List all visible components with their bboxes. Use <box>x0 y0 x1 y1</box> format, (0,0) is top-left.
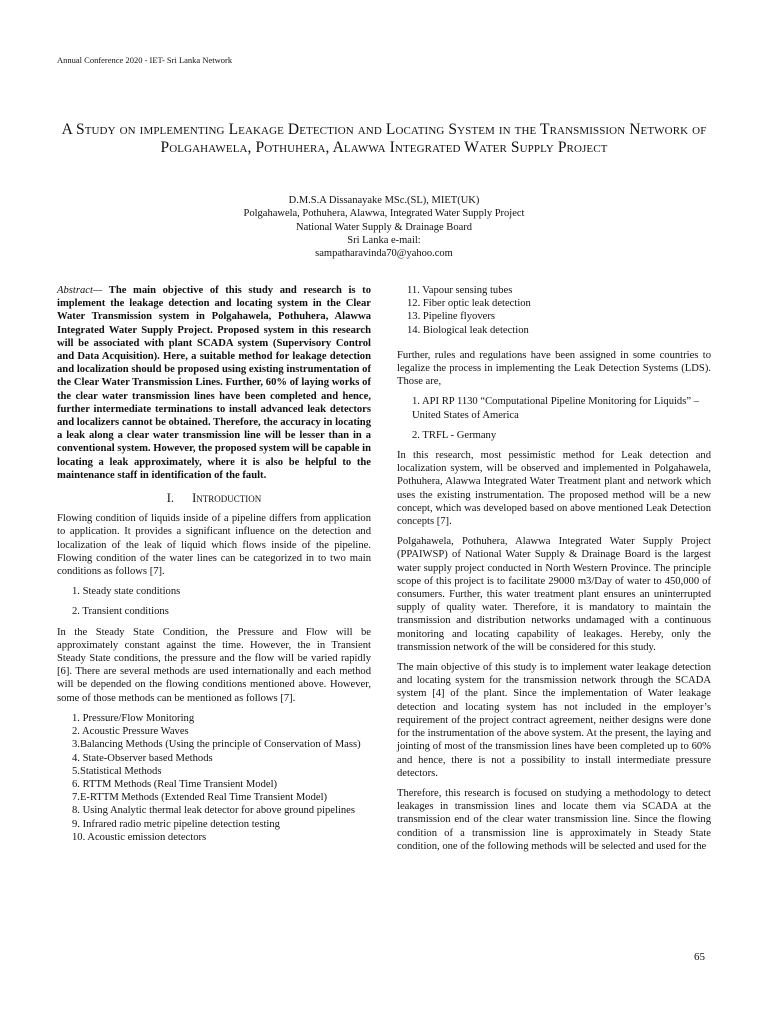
list-item-text: 3.Balancing Methods (Using the principle of Conservation of Mass) <box>72 739 361 751</box>
author-country-email-label: Sri Lanka e-mail: <box>347 234 421 246</box>
list-item: 14. Biological leak detection <box>407 324 529 336</box>
section-number: I. <box>166 491 175 506</box>
section-title: Introduction <box>192 491 262 506</box>
author-name: D.M.S.A Dissanayake MSc.(SL), MIET(UK) <box>288 195 480 206</box>
paper-title: A Study on implementing Leakage Detection and Locating System in the Transmission Network of Polgahawela, Pothuhera, Alawwa Integrated Water Supply Project <box>61 121 707 156</box>
list-item: 1. API RP 1130 “Computational Pipeline Monitoring for Liquids” – United States of America <box>412 396 699 421</box>
abstract <box>57 284 371 482</box>
body-paragraph-focus: Therefore, this research is focused on studying a methodology to detect leakages in transmission lines and locate them via SCADA at the transmission end of the clear water transmission line. Since the flowing condition of a transmission line is approximately in Steady State condition, one of the following methods will be selected and used for the <box>397 787 711 852</box>
rules-list <box>397 395 711 442</box>
list-item: 5.Statistical Methods <box>72 765 162 777</box>
list-item: 13. Pipeline flyovers <box>407 311 495 323</box>
list-item: 4. State-Observer based Methods <box>72 752 213 764</box>
page-number: 65 <box>694 951 705 963</box>
methods-list-continued <box>397 284 711 337</box>
list-item <box>72 738 371 751</box>
list-item: 7.E-RTTM Methods (Extended Real Time Transient Model) <box>72 792 328 804</box>
intro-paragraph-2: In the Steady State Condition, the Pressure and Flow will be approximately constant against the time. However, the in Transient Steady State conditions, the pressure and the flow will be varied rapidly [6]. There are several methods are used internationally and each method will be depended on the flowing conditions mentioned above. However, some of those methods can be mentioned as follows [7]. <box>57 626 371 704</box>
list-item: 10. Acoustic emission detectors <box>72 831 207 843</box>
list-item: 2. Acoustic Pressure Waves <box>72 726 189 738</box>
body-paragraph-project: Polgahawela, Pothuhera, Alawwa Integrated Water Supply Project (PPAIWSP) of National Water Supply & Drainage Board is the largest water supply project conducted in North Western Province. The principle scope of this project is to facilitate 29000 m3/Day of water to 450,000 of consumers. Further, this water treatment plant ensures an uninterrupted supply of quality water. Therefore, it is mandatory to maintain the transmission and distribution networks undamaged with a continuous monitoring and locating capability of leakages. Hereby, only the transmission network of the will be considered for this study. <box>397 536 711 653</box>
intro-paragraph-1: Flowing condition of liquids inside of a pipeline differs from application to application. It provides a significant influence on the detection and localization of the leak of liquid which flows inside of the pipeline. Flowing condition of the water lines can be categorized in to two main conditions as follows [7]. <box>57 513 371 578</box>
list-item: 9. Infrared radio metric pipeline detection testing <box>72 818 280 830</box>
author-organization: National Water Supply & Drainage Board <box>296 221 472 233</box>
flow-conditions-list <box>57 585 371 618</box>
list-item: 11. Vapour sensing tubes <box>407 285 513 296</box>
author-block <box>180 194 588 260</box>
list-item: 2. TRFL - Germany <box>412 429 497 441</box>
running-header: Annual Conference 2020 - IET- Sri Lanka Network <box>57 55 233 65</box>
body-paragraph-research: In this research, most pessimistic method for Leak detection and localization system, will be observed and implemented in Polgahawela, Pothuhera, Alawwa Integrated Water Treatment plant and network which uses the existing instrumentation. The proposed method will be a new concept, which was developed based on above mentioned Leak Detection concepts [7]. <box>397 450 711 528</box>
methods-list <box>57 712 371 844</box>
rules-paragraph: Further, rules and regulations have been assigned in some countries to legalize the process in implementing the Leak Detection Systems (LDS). Those are, <box>397 349 711 388</box>
author-affiliation: Polgahawela, Pothuhera, Alawwa, Integrated Water Supply Project <box>243 208 525 220</box>
author-email: sampatharavinda70@yahoo.com <box>315 248 453 260</box>
list-item: 1. Steady state conditions <box>72 586 181 598</box>
section-heading-introduction <box>57 492 371 505</box>
list-item: 12. Fiber optic leak detection <box>407 298 531 310</box>
left-column <box>57 284 371 851</box>
body-paragraph-objective: The main objective of this study is to implement water leakage detection and locating system for the transmission network through the SCADA system [4] of the plant. Since the implementation of Water leakage detection and locating system has not included in the employer’s requirement of the project contract agreement, neither designs were done for the instrumentation of the above system. At the present, the laying and jointing of most of the transmission lines have been completed up to 60% and hence, there is not a possibility to install intermediate pressure detectors. <box>397 662 711 779</box>
right-column <box>397 284 711 860</box>
list-item: 8. Using Analytic thermal leak detector for above ground pipelines <box>72 805 356 817</box>
list-item: 1. Pressure/Flow Monitoring <box>72 712 195 724</box>
abstract-text: The main objective of this study and research is to implement the leakage detection and locating system in the Clear Water Transmission system in Polgahawela, Pothuhera, Alawwa Integrated Water Supply Project. Proposed system in this research will be associated with plant SCADA system (Supervisory Control and Data Acquisition). Here, a suitable method for leakage detection and localization should be proposed using existing instrumentation of the Clear Water Transmission Lines. Further, 60% of laying works of the clear water transmission lines have been completed and hence, further intermediate terminations to install advanced leak detectors and localizers cannot be obtained. Therefore, the accuracy in locating a leak along a clear water transmission line will be lesser than in a conventional system. However, the proposed system will be capable in locating a leak approximately, where it is also be helpful to the maintenance staff in identification of the fault. <box>57 285 371 481</box>
list-item: 6. RTTM Methods (Real Time Transient Model) <box>72 778 278 790</box>
abstract-label: Abstract— <box>57 285 103 296</box>
list-item: 2. Transient conditions <box>72 606 169 618</box>
